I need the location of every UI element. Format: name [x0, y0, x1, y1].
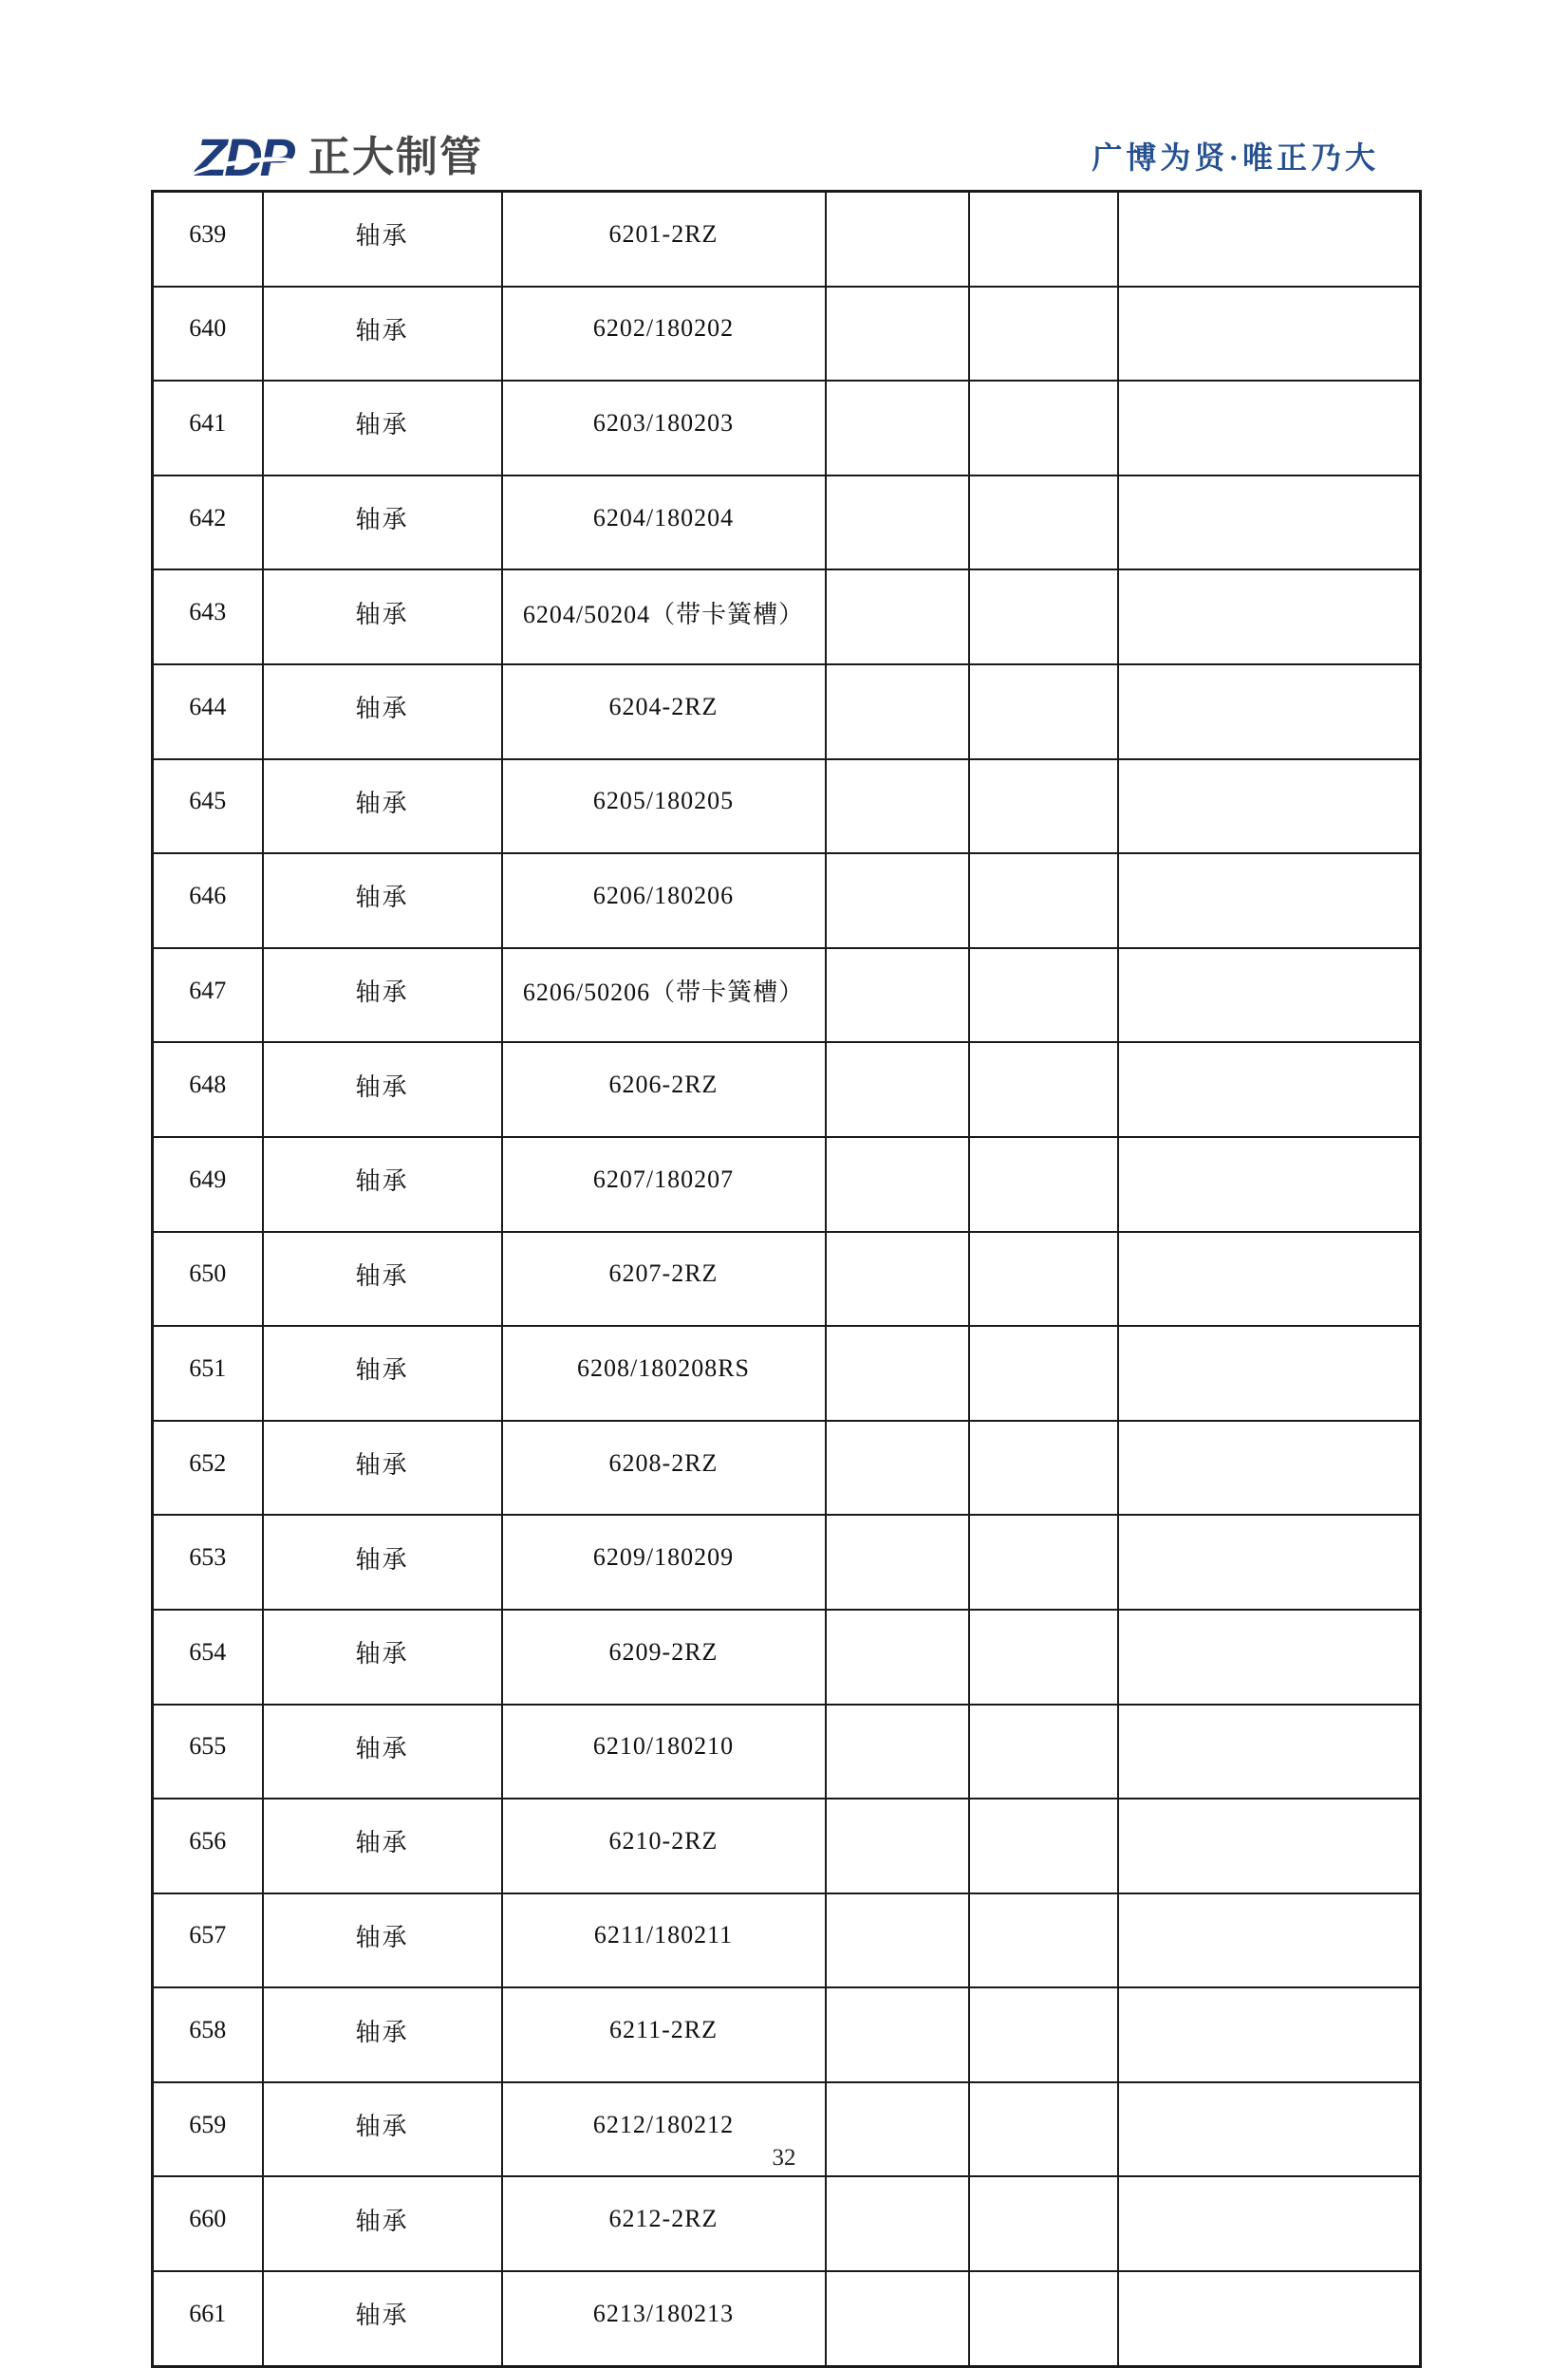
empty-cell	[826, 1137, 969, 1232]
part-name-cell: 轴承	[263, 759, 502, 854]
part-name-cell: 轴承	[263, 1042, 502, 1137]
empty-cell	[969, 948, 1118, 1043]
table-row	[153, 1515, 1421, 1610]
part-spec-cell: 6209-2RZ	[502, 1610, 826, 1705]
empty-cell	[1118, 1987, 1421, 2082]
part-name-cell: 轴承	[263, 1610, 502, 1705]
empty-cell	[1118, 287, 1421, 382]
part-spec-cell: 6207/180207	[502, 1137, 826, 1232]
company-tagline: 广博为贤·唯正乃大	[1092, 140, 1379, 175]
row-number-cell: 657	[153, 1893, 263, 1988]
empty-cell	[826, 287, 969, 382]
empty-cell	[1118, 1232, 1421, 1327]
empty-cell	[969, 1610, 1118, 1705]
empty-cell	[969, 1987, 1118, 2082]
part-name-cell: 轴承	[263, 1705, 502, 1799]
table-row	[153, 1421, 1421, 1516]
empty-cell	[969, 381, 1118, 475]
part-spec-cell: 6206/50206（带卡簧槽）	[502, 948, 826, 1043]
empty-cell	[826, 2271, 969, 2366]
table-row	[153, 287, 1421, 382]
part-spec-cell: 6208/180208RS	[502, 1326, 826, 1421]
empty-cell	[826, 1421, 969, 1516]
part-name-cell: 轴承	[263, 2082, 502, 2177]
row-number-cell: 652	[153, 1421, 263, 1516]
row-number-cell: 660	[153, 2176, 263, 2271]
part-spec-cell: 6208-2RZ	[502, 1421, 826, 1516]
row-number-cell: 644	[153, 664, 263, 759]
part-spec-cell: 6204-2RZ	[502, 664, 826, 759]
part-spec-cell: 6212-2RZ	[502, 2176, 826, 2271]
part-spec-cell: 6202/180202	[502, 287, 826, 382]
row-number-cell: 642	[153, 475, 263, 570]
row-number-cell: 639	[153, 192, 263, 287]
empty-cell	[1118, 853, 1421, 948]
row-number-cell: 651	[153, 1326, 263, 1421]
row-number-cell: 647	[153, 948, 263, 1043]
empty-cell	[1118, 475, 1421, 570]
zdp-logo-text: ZDP	[195, 127, 292, 187]
part-name-cell: 轴承	[263, 1893, 502, 1988]
part-spec-cell: 6204/180204	[502, 475, 826, 570]
empty-cell	[1118, 2271, 1421, 2366]
part-spec-cell: 6206/180206	[502, 853, 826, 948]
company-logo	[195, 127, 483, 187]
empty-cell	[969, 1326, 1118, 1421]
part-spec-cell: 6211/180211	[502, 1893, 826, 1988]
empty-cell	[826, 1610, 969, 1705]
row-number-cell: 640	[153, 287, 263, 382]
empty-cell	[969, 1042, 1118, 1137]
empty-cell	[826, 664, 969, 759]
empty-cell	[969, 853, 1118, 948]
empty-cell	[1118, 2176, 1421, 2271]
row-number-cell: 649	[153, 1137, 263, 1232]
empty-cell	[1118, 1515, 1421, 1610]
row-number-cell: 641	[153, 381, 263, 475]
table-row	[153, 1893, 1421, 1988]
table-row	[153, 192, 1421, 287]
table-row	[153, 1705, 1421, 1799]
row-number-cell: 643	[153, 569, 263, 664]
part-name-cell: 轴承	[263, 1326, 502, 1421]
row-number-cell: 648	[153, 1042, 263, 1137]
empty-cell	[826, 569, 969, 664]
empty-cell	[826, 381, 969, 475]
row-number-cell: 661	[153, 2271, 263, 2366]
row-number-cell: 650	[153, 1232, 263, 1327]
part-name-cell: 轴承	[263, 1987, 502, 2082]
empty-cell	[826, 1042, 969, 1137]
empty-cell	[826, 1799, 969, 1893]
row-number-cell: 645	[153, 759, 263, 854]
empty-cell	[826, 1987, 969, 2082]
row-number-cell: 659	[153, 2082, 263, 2177]
part-spec-cell: 6207-2RZ	[502, 1232, 826, 1327]
empty-cell	[1118, 192, 1421, 287]
empty-cell	[1118, 948, 1421, 1043]
empty-cell	[1118, 1610, 1421, 1705]
table-row	[153, 1610, 1421, 1705]
empty-cell	[969, 1137, 1118, 1232]
part-spec-cell: 6212/180212	[502, 2082, 826, 2177]
company-name: 正大制管	[308, 134, 483, 180]
part-spec-cell: 6206-2RZ	[502, 1042, 826, 1137]
parts-list-table	[151, 190, 1422, 2368]
part-spec-cell: 6211-2RZ	[502, 1987, 826, 2082]
empty-cell	[969, 664, 1118, 759]
row-number-cell: 658	[153, 1987, 263, 2082]
part-name-cell: 轴承	[263, 569, 502, 664]
row-number-cell: 654	[153, 1610, 263, 1705]
part-name-cell: 轴承	[263, 1232, 502, 1327]
part-name-cell: 轴承	[263, 381, 502, 475]
empty-cell	[1118, 1326, 1421, 1421]
row-number-cell: 653	[153, 1515, 263, 1610]
empty-cell	[826, 192, 969, 287]
part-name-cell: 轴承	[263, 192, 502, 287]
part-name-cell: 轴承	[263, 1515, 502, 1610]
part-name-cell: 轴承	[263, 664, 502, 759]
part-spec-cell: 6209/180209	[502, 1515, 826, 1610]
empty-cell	[969, 287, 1118, 382]
table-row	[153, 569, 1421, 664]
empty-cell	[1118, 1137, 1421, 1232]
empty-cell	[826, 1326, 969, 1421]
empty-cell	[969, 192, 1118, 287]
empty-cell	[1118, 1042, 1421, 1137]
empty-cell	[826, 475, 969, 570]
table-row	[153, 1232, 1421, 1327]
table-row	[153, 1326, 1421, 1421]
table-row	[153, 664, 1421, 759]
empty-cell	[969, 475, 1118, 570]
table-row	[153, 2271, 1421, 2366]
part-spec-cell: 6204/50204（带卡簧槽）	[502, 569, 826, 664]
row-number-cell: 646	[153, 853, 263, 948]
empty-cell	[826, 2176, 969, 2271]
part-name-cell: 轴承	[263, 475, 502, 570]
empty-cell	[1118, 381, 1421, 475]
part-spec-cell: 6210/180210	[502, 1705, 826, 1799]
empty-cell	[969, 2271, 1118, 2366]
part-name-cell: 轴承	[263, 287, 502, 382]
part-spec-cell: 6203/180203	[502, 381, 826, 475]
empty-cell	[826, 853, 969, 948]
empty-cell	[969, 2176, 1118, 2271]
empty-cell	[969, 1799, 1118, 1893]
empty-cell	[826, 1232, 969, 1327]
table-row	[153, 1987, 1421, 2082]
empty-cell	[826, 1893, 969, 1988]
part-name-cell: 轴承	[263, 853, 502, 948]
part-spec-cell: 6205/180205	[502, 759, 826, 854]
empty-cell	[826, 759, 969, 854]
empty-cell	[969, 1705, 1118, 1799]
table-row	[153, 1799, 1421, 1893]
empty-cell	[969, 1421, 1118, 1516]
empty-cell	[969, 1893, 1118, 1988]
page-number: 32	[772, 2145, 796, 2171]
empty-cell	[1118, 664, 1421, 759]
part-name-cell: 轴承	[263, 1421, 502, 1516]
table-row	[153, 2176, 1421, 2271]
table-row	[153, 948, 1421, 1043]
part-name-cell: 轴承	[263, 1137, 502, 1232]
empty-cell	[969, 1232, 1118, 1327]
empty-cell	[826, 1515, 969, 1610]
empty-cell	[1118, 569, 1421, 664]
part-name-cell: 轴承	[263, 948, 502, 1043]
table-row	[153, 759, 1421, 854]
table-row	[153, 1042, 1421, 1137]
part-name-cell: 轴承	[263, 2176, 502, 2271]
empty-cell	[826, 948, 969, 1043]
part-spec-cell: 6213/180213	[502, 2271, 826, 2366]
empty-cell	[1118, 759, 1421, 854]
empty-cell	[1118, 1799, 1421, 1893]
empty-cell	[969, 1515, 1118, 1610]
empty-cell	[1118, 1421, 1421, 1516]
table-row	[153, 475, 1421, 570]
part-spec-cell: 6210-2RZ	[502, 1799, 826, 1893]
empty-cell	[969, 759, 1118, 854]
part-spec-cell: 6201-2RZ	[502, 192, 826, 287]
zdp-logo-icon	[195, 127, 292, 187]
empty-cell	[969, 569, 1118, 664]
part-name-cell: 轴承	[263, 1799, 502, 1893]
table-row	[153, 1137, 1421, 1232]
row-number-cell: 655	[153, 1705, 263, 1799]
table-row	[153, 853, 1421, 948]
row-number-cell: 656	[153, 1799, 263, 1893]
empty-cell	[1118, 1893, 1421, 1988]
part-name-cell: 轴承	[263, 2271, 502, 2366]
empty-cell	[1118, 1705, 1421, 1799]
table-row	[153, 381, 1421, 475]
empty-cell	[826, 1705, 969, 1799]
